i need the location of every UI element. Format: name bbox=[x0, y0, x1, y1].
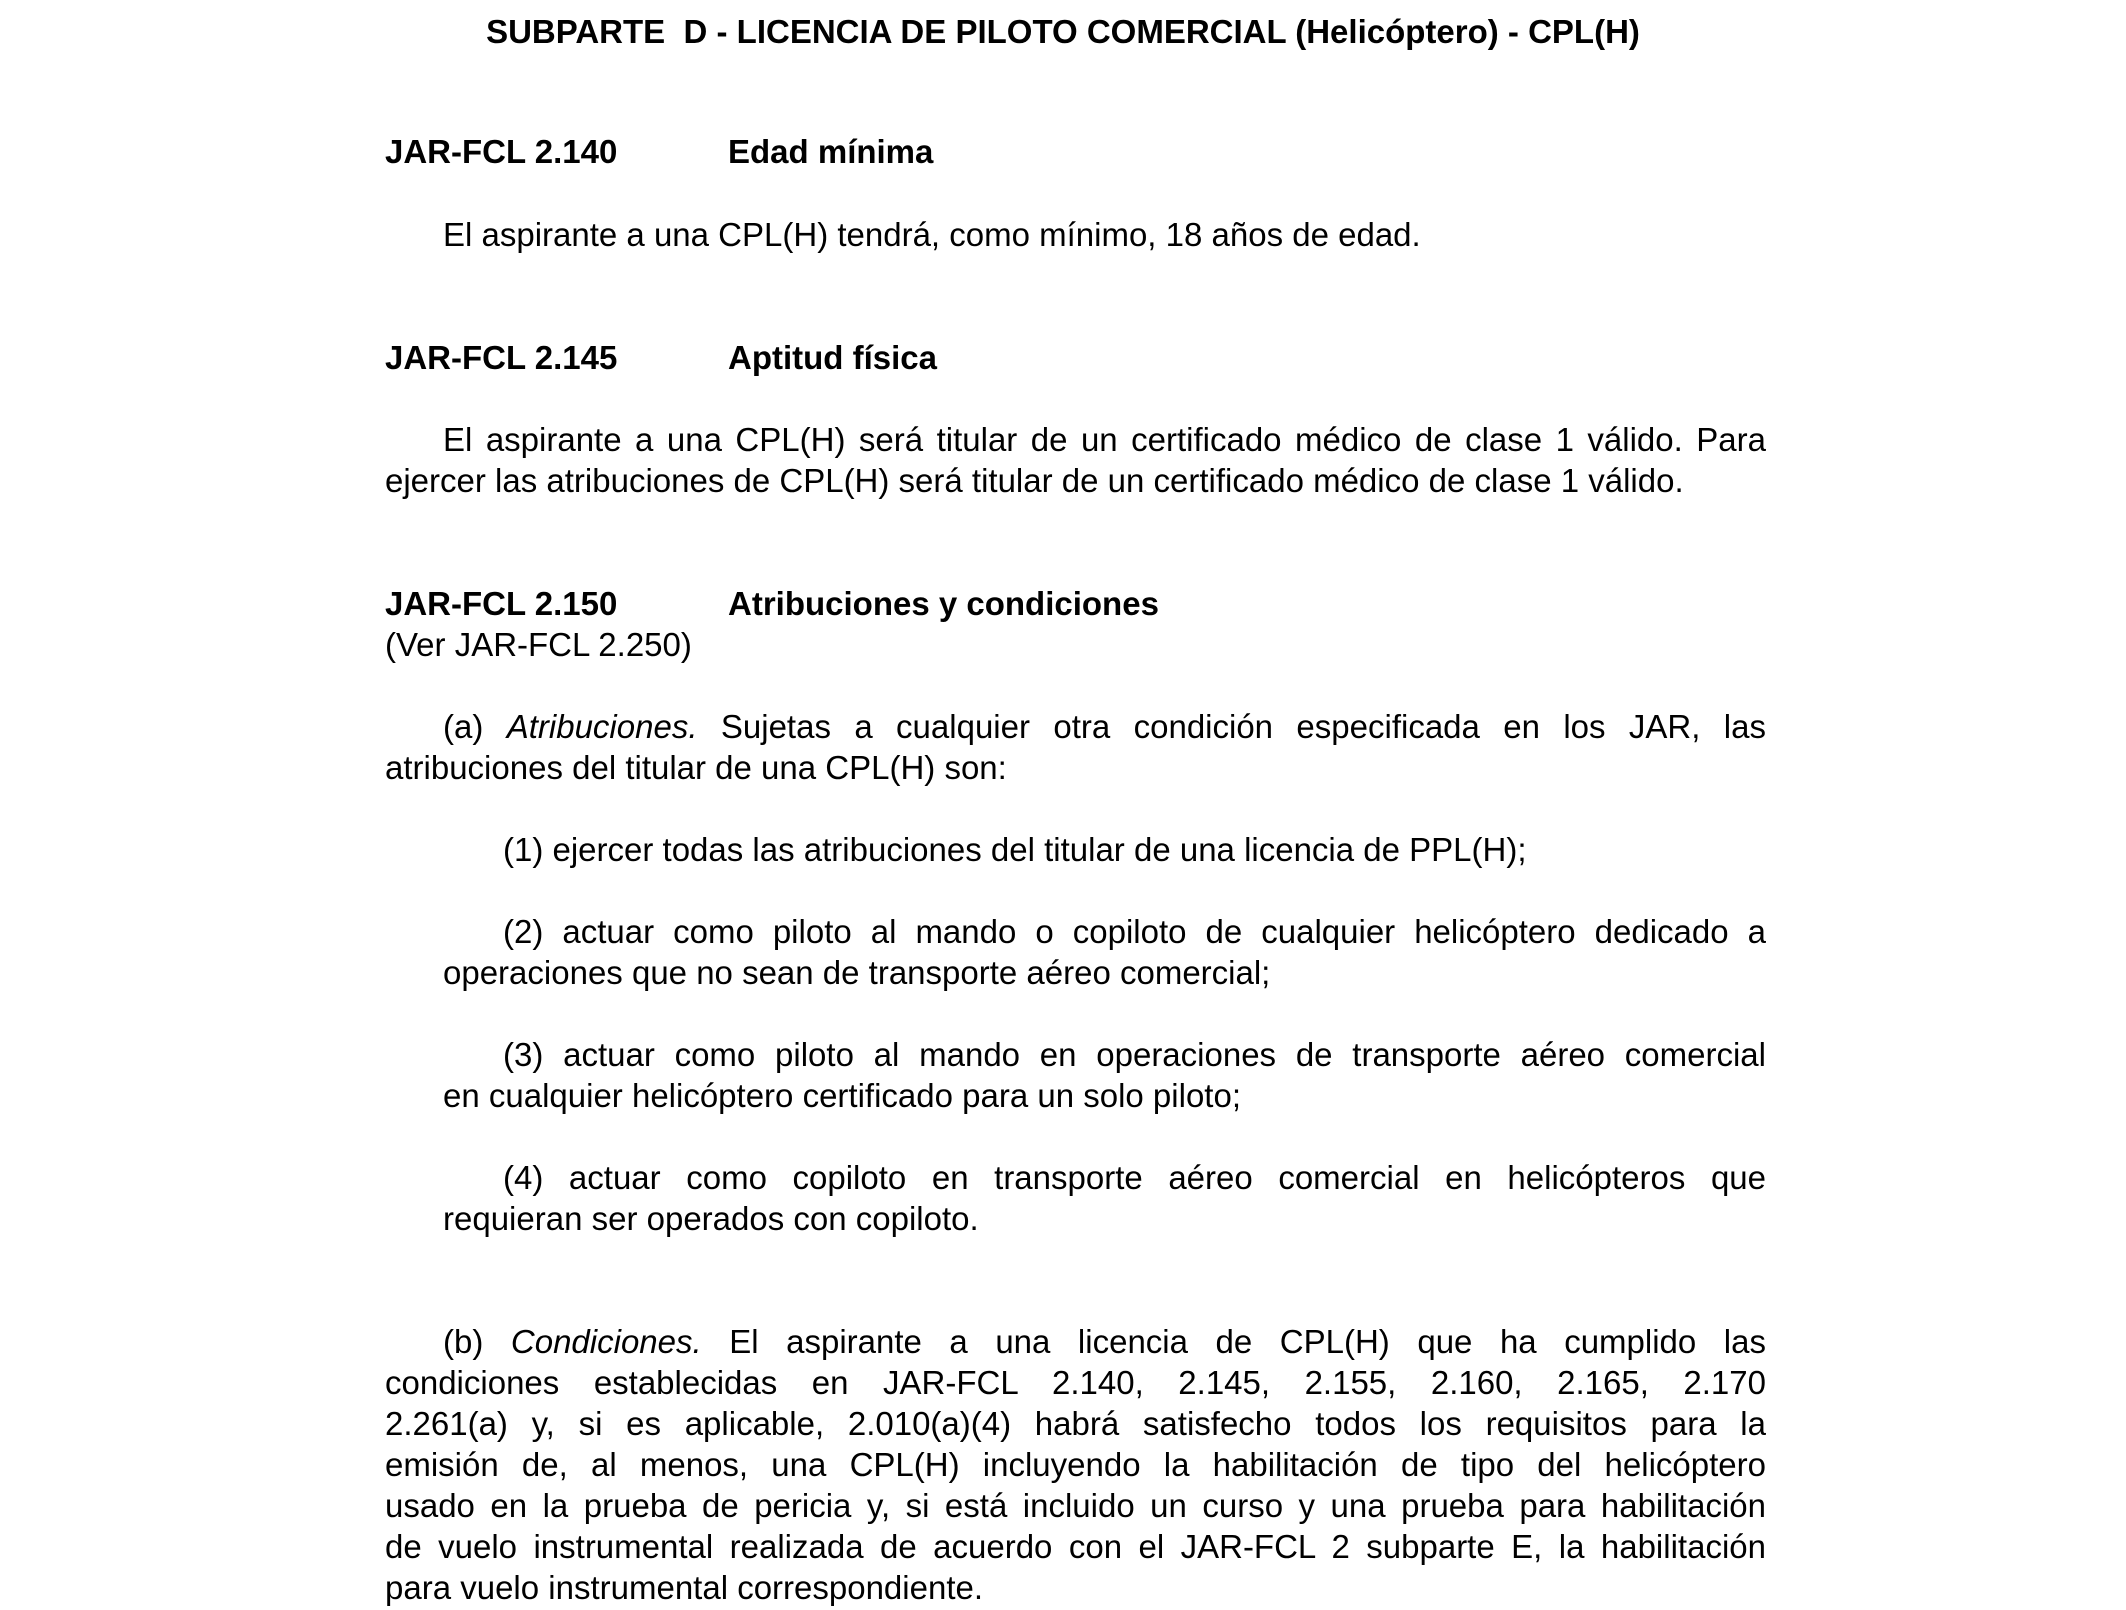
list-item-continuation: en cualquier helicóptero certificado para un solo piloto; bbox=[443, 1077, 1241, 1114]
paragraph-title: Condiciones. bbox=[510, 1323, 702, 1360]
list-item-continuation: requieran ser operados con copiloto. bbox=[443, 1200, 979, 1237]
section-number: JAR-FCL 2.140 bbox=[385, 133, 618, 170]
paragraph-text: El aspirante a una licencia de CPL(H) que ha cumplido las bbox=[701, 1323, 1766, 1360]
section-heading-2-150 bbox=[385, 582, 1159, 626]
paragraph-label: (b) bbox=[443, 1323, 511, 1360]
paragraph-line: condiciones establecidas en JAR-FCL 2.140, 2.145, 2.155, 2.160, 2.165, 2.170 bbox=[385, 1364, 1766, 1401]
paragraph-label: (a) bbox=[443, 708, 507, 745]
paragraph-title: Atribuciones. bbox=[506, 708, 698, 745]
paragraph-line: emisión de, al menos, una CPL(H) incluyendo la habilitación de tipo del helicóptero bbox=[385, 1446, 1766, 1483]
section-number: JAR-FCL 2.145 bbox=[385, 339, 618, 376]
section-heading-2-140 bbox=[385, 130, 933, 174]
list-item: (1) ejercer todas las atribuciones del titular de una licencia de PPL(H); bbox=[503, 831, 1527, 868]
paragraph-line: usado en la prueba de pericia y, si está incluido un curso y una prueba para habilitación bbox=[385, 1487, 1766, 1524]
section-title: Atribuciones y condiciones bbox=[728, 585, 1159, 622]
paragraph-text: Sujetas a cualquier otra condición especificada en los JAR, las bbox=[697, 708, 1766, 745]
paragraph-line: El aspirante a una CPL(H) tendrá, como mínimo, 18 años de edad. bbox=[443, 216, 1421, 253]
list-item: (2) actuar como piloto al mando o copiloto de cualquier helicóptero dedicado a bbox=[503, 913, 1766, 950]
section-title: Aptitud física bbox=[728, 339, 938, 376]
list-item: (3) actuar como piloto al mando en operaciones de transporte aéreo comercial bbox=[503, 1036, 1766, 1073]
paragraph-line: de vuelo instrumental realizada de acuerdo con el JAR-FCL 2 subparte E, la habilitación bbox=[385, 1528, 1766, 1565]
paragraph-line: para vuelo instrumental correspondiente. bbox=[385, 1569, 984, 1606]
page-title: SUBPARTE D - LICENCIA DE PILOTO COMERCIAL (Helicóptero) - CPL(H) bbox=[486, 13, 1640, 50]
section-reference: (Ver JAR-FCL 2.250) bbox=[385, 626, 692, 663]
list-item: (4) actuar como copiloto en transporte aéreo comercial en helicópteros que bbox=[503, 1159, 1766, 1196]
section-title: Edad mínima bbox=[728, 133, 934, 170]
list-item-continuation: operaciones que no sean de transporte aéreo comercial; bbox=[443, 954, 1271, 991]
paragraph-line: atribuciones del titular de una CPL(H) son: bbox=[385, 749, 1007, 786]
paragraph-line: ejercer las atribuciones de CPL(H) será titular de un certificado médico de clase 1 válido. bbox=[385, 462, 1684, 499]
paragraph-a-line-1 bbox=[443, 705, 1766, 749]
section-heading-2-145 bbox=[385, 336, 937, 380]
paragraph-line: El aspirante a una CPL(H) será titular de un certificado médico de clase 1 válido. Para bbox=[443, 421, 1766, 458]
paragraph-line: 2.261(a) y, si es aplicable, 2.010(a)(4) habrá satisfecho todos los requisitos para la bbox=[385, 1405, 1766, 1442]
section-number: JAR-FCL 2.150 bbox=[385, 585, 618, 622]
paragraph-b-line-1 bbox=[443, 1320, 1766, 1364]
